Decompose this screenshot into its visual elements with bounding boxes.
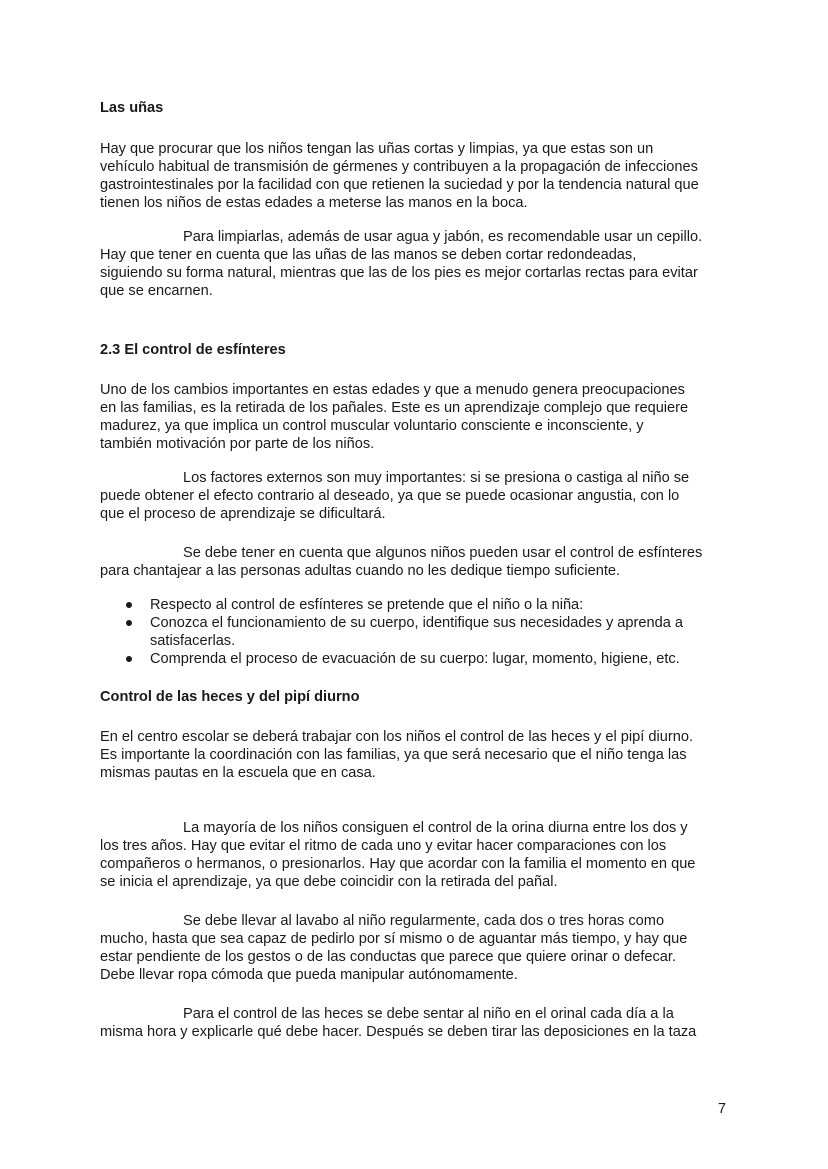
paragraph-heces-1: En el centro escolar se deberá trabajar con los niños el control de las heces y el pipí diurno. Es importante la coordinación con las familias, ya que será necesario que el niño tenga las mismas pautas en la escuela que en casa.: [100, 729, 694, 781]
list-item: Conozca el funcionamiento de su cuerpo, identifique sus necesidades y aprenda a satisfacerlas.: [100, 614, 730, 650]
bullet-list: [100, 596, 730, 668]
bullet-icon: [126, 656, 132, 662]
paragraph-unas-2: Para limpiarlas, además de usar agua y jabón, es recomendable usar un cepillo. Hay que tener en cuenta que las uñas de las manos se deben cortar redondeadas, siguiendo su forma natural, mientras que las de los pies es mejor cortarlas rectas para evitar que se encarnen.: [100, 229, 703, 299]
paragraph-esfinteres-1: Uno de los cambios importantes en estas edades y que a menudo genera preocupaciones en las familias, es la retirada de los pañales. Este es un aprendizaje complejo que requiere madurez, ya que implica un control muscular voluntario consciente e inconsciente, y también motivación por parte de los niños.: [100, 382, 689, 452]
document-page: [100, 99, 730, 1041]
page-number: 7: [717, 1101, 726, 1117]
bullet-icon: [126, 602, 132, 608]
list-item: Respecto al control de esfínteres se pretende que el niño o la niña:: [100, 596, 730, 614]
paragraph-unas-1: Hay que procurar que los niños tengan las uñas cortas y limpias, ya que estas son un vehículo habitual de transmisión de gérmenes y contribuyen a la propagación de infecciones gastrointestinales por la facilidad con que retienen la suciedad y por la tendencia natural que tienen los niños de estas edades a meterse las manos en la boca.: [100, 141, 699, 211]
paragraph-heces-3: Se debe llevar al lavabo al niño regularmente, cada dos o tres horas como mucho, hasta que sea capaz de pedirlo por sí mismo o de aguantar más tiempo, y hay que estar pendiente de los gestos o de las conductas que parece que quiere orinar o defecar. Debe llevar ropa cómoda que pueda manipular autónomamente.: [100, 913, 688, 983]
paragraph-esfinteres-3: Se debe tener en cuenta que algunos niños pueden usar el control de esfínteres para chantajear a las personas adultas cuando no les dedique tiempo suficiente.: [100, 545, 703, 579]
paragraph-heces-4: Para el control de las heces se debe sentar al niño en el orinal cada día a la misma hora y explicarle qué debe hacer. Después se deben tirar las deposiciones en la taza: [100, 1006, 697, 1040]
paragraph-heces-2: La mayoría de los niños consiguen el control de la orina diurna entre los dos y los tres años. Hay que evitar el ritmo de cada uno y evitar hacer comparaciones con los compañeros o hermanos, o presionarlos. Hay que acordar con la familia el momento en que se inicia el aprendizaje, ya que debe coincidir con la retirada del pañal.: [100, 820, 696, 890]
heading-control-heces: Control de las heces y del pipí diurno: [100, 689, 360, 705]
paragraph-esfinteres-2: Los factores externos son muy importantes: si se presiona o castiga al niño se puede obtener el efecto contrario al deseado, ya que se puede ocasionar angustia, con lo que el proceso de aprendizaje se dificultará.: [100, 470, 690, 522]
bullet-icon: [126, 620, 132, 626]
heading-control-esfinteres: 2.3 El control de esfínteres: [100, 342, 286, 358]
heading-las-unas: Las uñas: [100, 100, 164, 116]
list-item: Comprenda el proceso de evacuación de su cuerpo: lugar, momento, higiene, etc.: [100, 650, 730, 668]
